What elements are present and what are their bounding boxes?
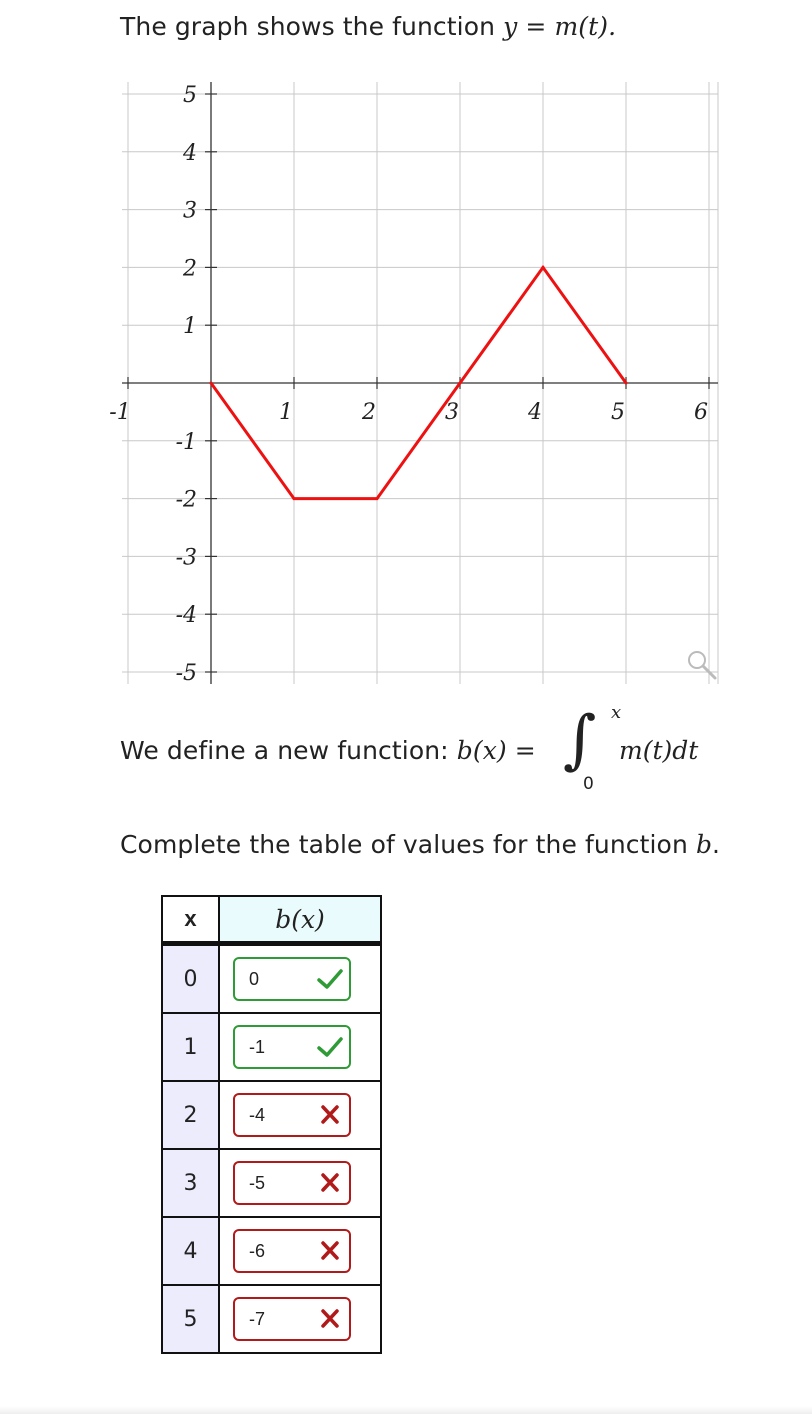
function-point — [376, 497, 379, 500]
y-tick-label: -4 — [175, 603, 197, 629]
x-tick-label: 2 — [362, 400, 376, 425]
table-row — [162, 1217, 381, 1285]
answer-value: -7 — [249, 1309, 266, 1329]
cross-icon — [317, 1239, 343, 1263]
integral-lower-limit: 0 — [583, 774, 594, 794]
answer-value: -6 — [249, 1241, 266, 1261]
magnifier-icon[interactable] — [689, 652, 715, 678]
integral-sign: ∫ — [563, 703, 597, 777]
header-b: b(x) — [219, 896, 381, 944]
x-tick-label: 4 — [528, 400, 542, 425]
instruction-end: . — [712, 830, 721, 859]
function-point — [542, 266, 545, 269]
y-tick-label: 3 — [183, 198, 197, 224]
cross-icon — [317, 1307, 343, 1331]
x-tick-label: -1 — [109, 400, 131, 425]
row-x-value: 2 — [162, 1081, 219, 1149]
values-table — [161, 895, 382, 1354]
integral-expression — [563, 702, 723, 802]
x-tick-label: 1 — [279, 400, 293, 425]
function-graph — [0, 0, 812, 700]
row-x-value: 1 — [162, 1013, 219, 1081]
y-tick-label: 2 — [183, 256, 197, 282]
function-point — [210, 382, 213, 385]
y-tick-label: -5 — [175, 661, 197, 686]
table-row — [162, 1285, 381, 1353]
intro-math-lhs: y — [503, 12, 518, 41]
y-tick-label: -1 — [175, 429, 197, 455]
answer-input[interactable] — [233, 957, 351, 1001]
integrand: m(t)dt — [619, 736, 699, 765]
integral-upper-limit: x — [611, 702, 622, 723]
y-tick-label: 5 — [183, 83, 197, 108]
instruction-text — [120, 830, 720, 859]
answer-input[interactable] — [233, 1093, 351, 1137]
answer-value: -4 — [249, 1105, 266, 1125]
checkmark-icon — [317, 967, 343, 991]
row-b-cell — [219, 1081, 381, 1149]
answer-input[interactable] — [233, 1025, 351, 1069]
row-x-value: 3 — [162, 1149, 219, 1217]
y-tick-label: -2 — [175, 487, 197, 513]
row-b-cell — [219, 1285, 381, 1353]
cross-icon — [317, 1103, 343, 1127]
y-tick-label: 1 — [183, 314, 197, 340]
row-b-cell — [219, 1013, 381, 1081]
y-tick-label: -3 — [175, 545, 197, 571]
define-math-eq: = — [506, 736, 536, 765]
row-b-cell — [219, 1217, 381, 1285]
table-row — [162, 944, 381, 1014]
y-tick-label: 4 — [183, 140, 197, 166]
x-tick-label: 5 — [611, 400, 625, 425]
definition-text — [120, 736, 536, 765]
answer-input[interactable] — [233, 1297, 351, 1341]
instruction-math: b — [695, 830, 713, 859]
intro-math-eq: = — [517, 12, 555, 41]
row-x-value: 5 — [162, 1285, 219, 1353]
row-b-cell — [219, 944, 381, 1014]
define-math-lhs: b(x) — [456, 736, 507, 765]
bottom-scroll-shade — [0, 1406, 812, 1414]
x-tick-label: 6 — [694, 400, 708, 425]
intro-math-rhs: m(t). — [554, 12, 617, 41]
intro-text: The graph shows the function — [120, 12, 504, 41]
cross-icon — [317, 1171, 343, 1195]
table-row — [162, 1013, 381, 1081]
instruction-main: Complete the table of values for the function — [120, 830, 696, 859]
answer-value: -1 — [249, 1037, 266, 1057]
table-row — [162, 1081, 381, 1149]
row-x-value: 0 — [162, 944, 219, 1014]
checkmark-icon — [317, 1035, 343, 1059]
answer-value: 0 — [249, 969, 260, 989]
table-body — [162, 944, 381, 1354]
header-x: x — [162, 896, 219, 944]
function-point — [293, 497, 296, 500]
row-b-cell — [219, 1149, 381, 1217]
row-x-value: 4 — [162, 1217, 219, 1285]
table-header-row — [162, 896, 381, 944]
function-point — [625, 382, 628, 385]
define-text: We define a new function: — [120, 736, 457, 765]
answer-value: -5 — [249, 1173, 266, 1193]
answer-input[interactable] — [233, 1161, 351, 1205]
function-point — [459, 382, 462, 385]
x-tick-label: 3 — [445, 400, 459, 425]
table-row — [162, 1149, 381, 1217]
answer-input[interactable] — [233, 1229, 351, 1273]
